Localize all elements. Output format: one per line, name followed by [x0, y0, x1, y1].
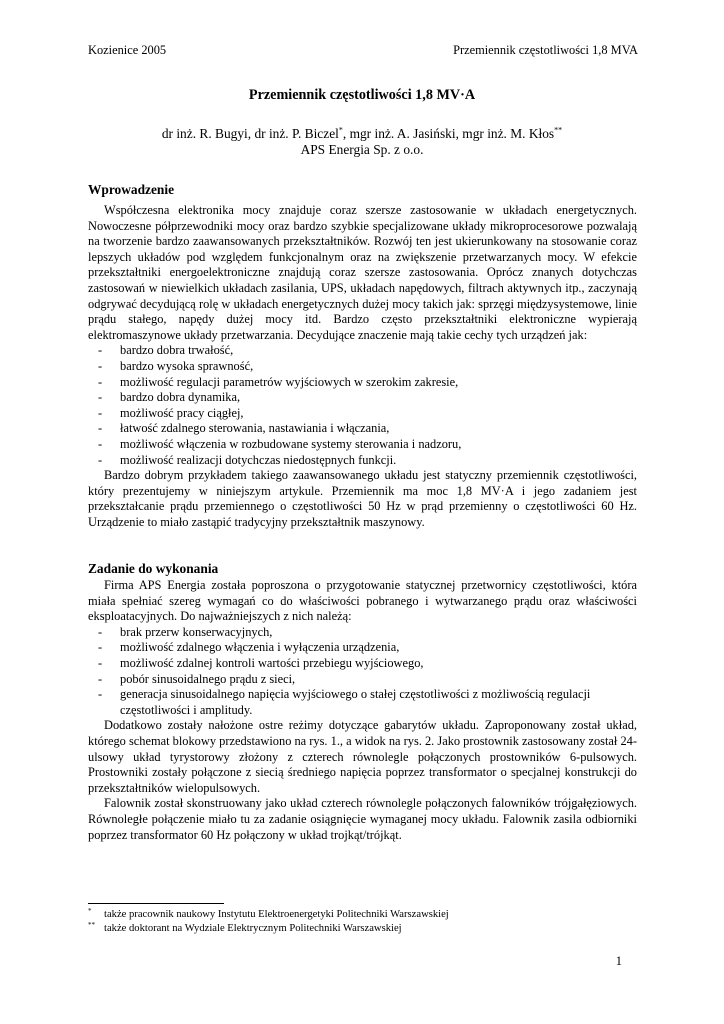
paragraph: Bardzo dobrym przykładem takiego zaawansowanego układu jest statyczny przemiennik częstotliwości, który prezentujemy w niniejszym artykule. Przemiennik ma moc 1,8 MV·A i jego zadaniem jest przekształcanie prądu przemiennego o częstotliwości 50 Hz w prąd przemienny o częstotliwości 60 Hz. Urządzenie to miało zastąpić tradycyjny przekształtnik maszynowy. — [88, 468, 637, 529]
section-introduction-body — [88, 203, 637, 530]
list-item: - możliwość włączenia w rozbudowane systemy sterowania i nadzoru, — [98, 436, 462, 451]
paper-title: Przemiennik częstotliwości 1,8 MV·A — [248, 87, 476, 103]
author-block — [0, 126, 724, 158]
footnote-mark: * — [88, 907, 92, 915]
footnote-text: także pracownik naukowy Instytutu Elektroenergetyki Politechniki Warszawskiej — [104, 909, 449, 920]
list-item: - pobór sinusoidalnego prądu z sieci, — [98, 671, 296, 686]
paragraph: Współczesna elektronika mocy znajduje coraz szersze zastosowanie w układach energetycznych. Nowoczesne półprzewodniki mocy oraz bardzo szybkie specjalizowane układy mikroprocesorowe pozwalają na tworzenie bardzo zaawansowanych przekształtników. Rozwój ten jest ukierunkowany na stosowanie coraz lepszych układów pod względem funkcjonalnym oraz na zwiększenie przetwarzanych mocy. W efekcie przekształtniki energoelektroniczne znajdują coraz szersze zastosowania. Oprócz znanych dotychczas zastosowań w niewielkich układach zasilania, UPS, układach napędowych, filtrach aktywnych itp., zaczynają odgrywać decydującą rolę w układach energetycznych dużej mocy takich jak: sprzęgi międzysystemowe, linie prądu stałego, napędy dużej mocy itd. Bardzo często przekształtniki elektroniczne wypierają elektromaszynowe układy przetwarzania. Decydujące znaczenie mają takie cechy tych urządzeń jak: — [88, 203, 637, 342]
footnote-marker-2: ** — [554, 125, 563, 135]
footnote-text: także doktorant na Wydziale Elektrycznym Politechniki Warszawskiej — [104, 922, 402, 934]
authors-part-2: , mgr inż. A. Jasiński, mgr inż. M. Kłos — [342, 126, 555, 141]
running-header-left: Kozienice 2005 — [88, 43, 167, 57]
section-heading-task: Zadanie do wykonania — [88, 561, 219, 576]
footnote-marker-1: * — [338, 125, 343, 135]
list-item: - łatwość zdalnego sterowania, nastawiania i włączania, — [98, 421, 390, 436]
footnote-separator — [88, 903, 224, 904]
footnote-mark: ** — [88, 920, 95, 929]
requirement-list — [88, 625, 637, 719]
page-number: 1 — [615, 954, 622, 968]
list-item: - możliwość regulacji parametrów wyjściowych w szerokim zakresie, — [98, 374, 459, 389]
affiliation: APS Energia Sp. z o.o. — [300, 142, 424, 157]
list-item: - generacja sinusoidalnego napięcia wyjściowego o stałej częstotliwości z możliwością regulacji częstotliwości i amplitudy. — [98, 687, 591, 717]
list-item: - możliwość realizacji dotychczas niedostępnych funkcji. — [98, 452, 397, 467]
paragraph: Dodatkowo zostały nałożone ostre reżimy dotyczące gabarytów układu. Zaproponowany został układ, którego schemat blokowy przedstawiono na rys. 1., a widok na rys. 2. Jako prostownik zastosowany został 24-ulsowy układ tyrystorowy złożony z czterech równolegle połączonych prostowników 6-pulsowych. Prostowniki zostały połączone z siecią średniego napięcia poprzez transformator o specjalnej konstrukcji do przekształtników wielopulsowych. — [88, 718, 637, 795]
paragraph: Falownik został skonstruowany jako układ czterech równolegle połączonych falowników trójgałęziowych. Równoległe połączenie miało tu za zadanie osiągnięcie wymaganej mocy układu. Falownik zasila odbiorniki poprzez transformator 60 Hz połączony w układ trojkąt/trójkąt. — [88, 796, 637, 842]
list-item: - możliwość zdalnej kontroli wartości przebiegu wyjściowego, — [98, 655, 424, 670]
section-heading-introduction: Wprowadzenie — [88, 182, 175, 197]
list-item: - możliwość pracy ciągłej, — [98, 405, 244, 420]
authors-part-1: dr inż. R. Bugyi, dr inż. P. Biczel — [161, 126, 339, 141]
list-item: - możliwość zdalnego włączenia i wyłączenia urządzenia, — [98, 640, 400, 655]
author-line — [0, 126, 724, 142]
footnote — [88, 908, 449, 922]
feature-list — [88, 343, 637, 468]
paragraph: Firma APS Energia została poproszona o przygotowanie statycznej przetwornicy częstotliwości, która miała spełniać szereg wymagań co do właściwości pobranego i wytwarzanego prądu oraz właściwości eksploatacyjnych. Do najważniejszych z nich należą: — [88, 578, 637, 624]
list-item: - bardzo dobra trwałość, — [98, 343, 234, 358]
list-item: - bardzo wysoka sprawność, — [98, 358, 254, 373]
list-item: - bardzo dobra dynamika, — [98, 390, 241, 405]
footnote — [88, 922, 449, 936]
footnotes — [88, 908, 449, 936]
section-task-body — [88, 578, 637, 843]
list-item: - brak przerw konserwacyjnych, — [98, 624, 273, 639]
running-header-right: Przemiennik częstotliwości 1,8 MVA — [453, 43, 638, 57]
